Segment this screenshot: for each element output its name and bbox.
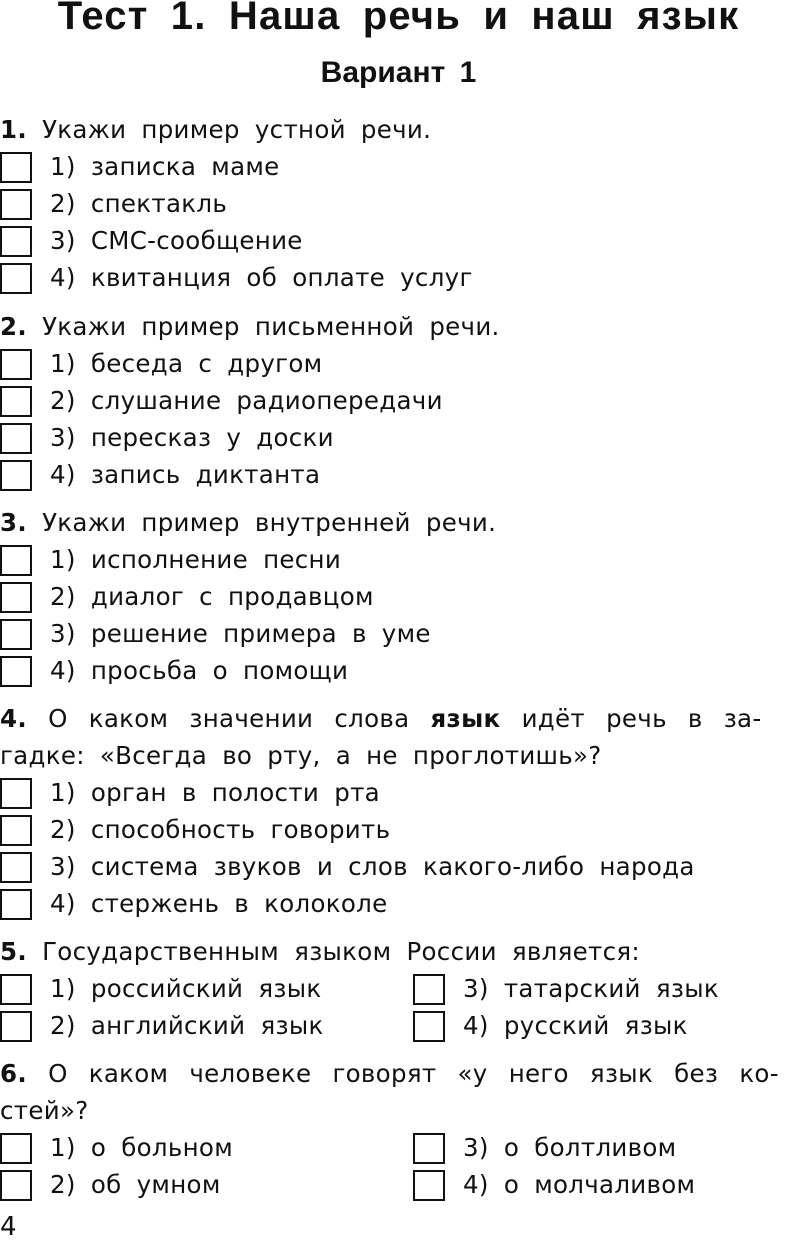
checkbox[interactable] <box>0 545 32 576</box>
checkbox[interactable] <box>0 423 32 454</box>
question-text: 3. Укажи пример внутренней речи. <box>0 508 497 537</box>
checkbox[interactable] <box>0 226 32 257</box>
option-item[interactable]: 4) квитанция об оплате услуг <box>0 259 797 296</box>
option-item[interactable]: 4) стержень в колоколе <box>0 885 797 922</box>
option-item[interactable]: 3) СМС-сообщение <box>0 222 797 259</box>
checkbox[interactable] <box>0 889 32 920</box>
option-item[interactable]: 3) татарский язык <box>413 970 797 1007</box>
page-number: 4 <box>0 1212 17 1242</box>
option-item[interactable]: 3) пересказ у доски <box>0 419 797 456</box>
option-item[interactable]: 4) о молчаливом <box>413 1166 797 1203</box>
question-text-line2: стей»? <box>0 1096 89 1125</box>
question-4 <box>0 700 797 922</box>
option-item[interactable]: 2) слушание радиопередачи <box>0 382 797 419</box>
question-3 <box>0 504 797 689</box>
checkbox[interactable] <box>0 582 32 613</box>
option-item[interactable]: 2) английский язык <box>0 1007 400 1044</box>
question-text: 6. О каком человеке говорят «у него язык без ко- <box>0 1059 779 1088</box>
checkbox[interactable] <box>0 152 32 183</box>
question-number: 4. <box>0 704 27 733</box>
question-text: 2. Укажи пример письменной речи. <box>0 312 500 341</box>
question-1 <box>0 111 797 296</box>
checkbox[interactable] <box>413 1011 445 1042</box>
checkbox[interactable] <box>0 460 32 491</box>
question-text: 5. Государственным языком России является: <box>0 937 640 966</box>
option-item[interactable]: 3) система звуков и слов какого-либо народа <box>0 848 797 885</box>
checkbox[interactable] <box>0 778 32 809</box>
checkbox[interactable] <box>0 386 32 417</box>
checkbox[interactable] <box>413 1170 445 1201</box>
option-item[interactable]: 3) о болтливом <box>413 1129 797 1166</box>
option-item[interactable]: 2) способность говорить <box>0 811 797 848</box>
option-item[interactable]: 3) решение примера в уме <box>0 615 797 652</box>
options-grid <box>0 970 797 1044</box>
question-number: 1. <box>0 115 27 144</box>
option-item[interactable]: 1) беседа с другом <box>0 345 797 382</box>
question-number: 5. <box>0 937 27 966</box>
question-2 <box>0 308 797 493</box>
checkbox[interactable] <box>0 1170 32 1201</box>
checkbox[interactable] <box>0 852 32 883</box>
checkbox[interactable] <box>0 619 32 650</box>
option-item[interactable]: 2) об умном <box>0 1166 400 1203</box>
question-5 <box>0 933 797 1044</box>
question-text: 1. Укажи пример устной речи. <box>0 115 432 144</box>
checkbox[interactable] <box>413 974 445 1005</box>
option-item[interactable]: 2) спектакль <box>0 185 797 222</box>
checkbox[interactable] <box>0 815 32 846</box>
option-item[interactable]: 4) просьба о помощи <box>0 652 797 689</box>
question-number: 6. <box>0 1059 27 1088</box>
variant-heading: Вариант 1 <box>320 56 477 89</box>
question-text: 4. О каком значении слова язык идёт речь в за- <box>0 704 762 733</box>
checkbox[interactable] <box>0 189 32 220</box>
checkbox[interactable] <box>0 974 32 1005</box>
option-item[interactable]: 4) русский язык <box>413 1007 797 1044</box>
highlighted-word: язык <box>430 704 501 733</box>
checkbox[interactable] <box>0 656 32 687</box>
question-number: 3. <box>0 508 27 537</box>
option-item[interactable]: 2) диалог с продавцом <box>0 578 797 615</box>
checkbox[interactable] <box>0 349 32 380</box>
option-item[interactable]: 1) исполнение песни <box>0 541 797 578</box>
question-6 <box>0 1055 797 1203</box>
options-grid <box>0 1129 797 1203</box>
checkbox[interactable] <box>0 1133 32 1164</box>
option-item[interactable]: 1) орган в полости рта <box>0 774 797 811</box>
checkbox[interactable] <box>413 1133 445 1164</box>
question-number: 2. <box>0 312 27 341</box>
question-text-line2: гадке: «Всегда во рту, а не проглотишь»? <box>0 741 602 770</box>
checkbox[interactable] <box>0 1011 32 1042</box>
option-item[interactable]: 4) запись диктанта <box>0 456 797 493</box>
option-item[interactable]: 1) о больном <box>0 1129 400 1166</box>
checkbox[interactable] <box>0 263 32 294</box>
option-item[interactable]: 1) российский язык <box>0 970 400 1007</box>
page-title: Тест 1. Наша речь и наш язык <box>57 0 740 38</box>
option-item[interactable]: 1) записка маме <box>0 148 797 185</box>
